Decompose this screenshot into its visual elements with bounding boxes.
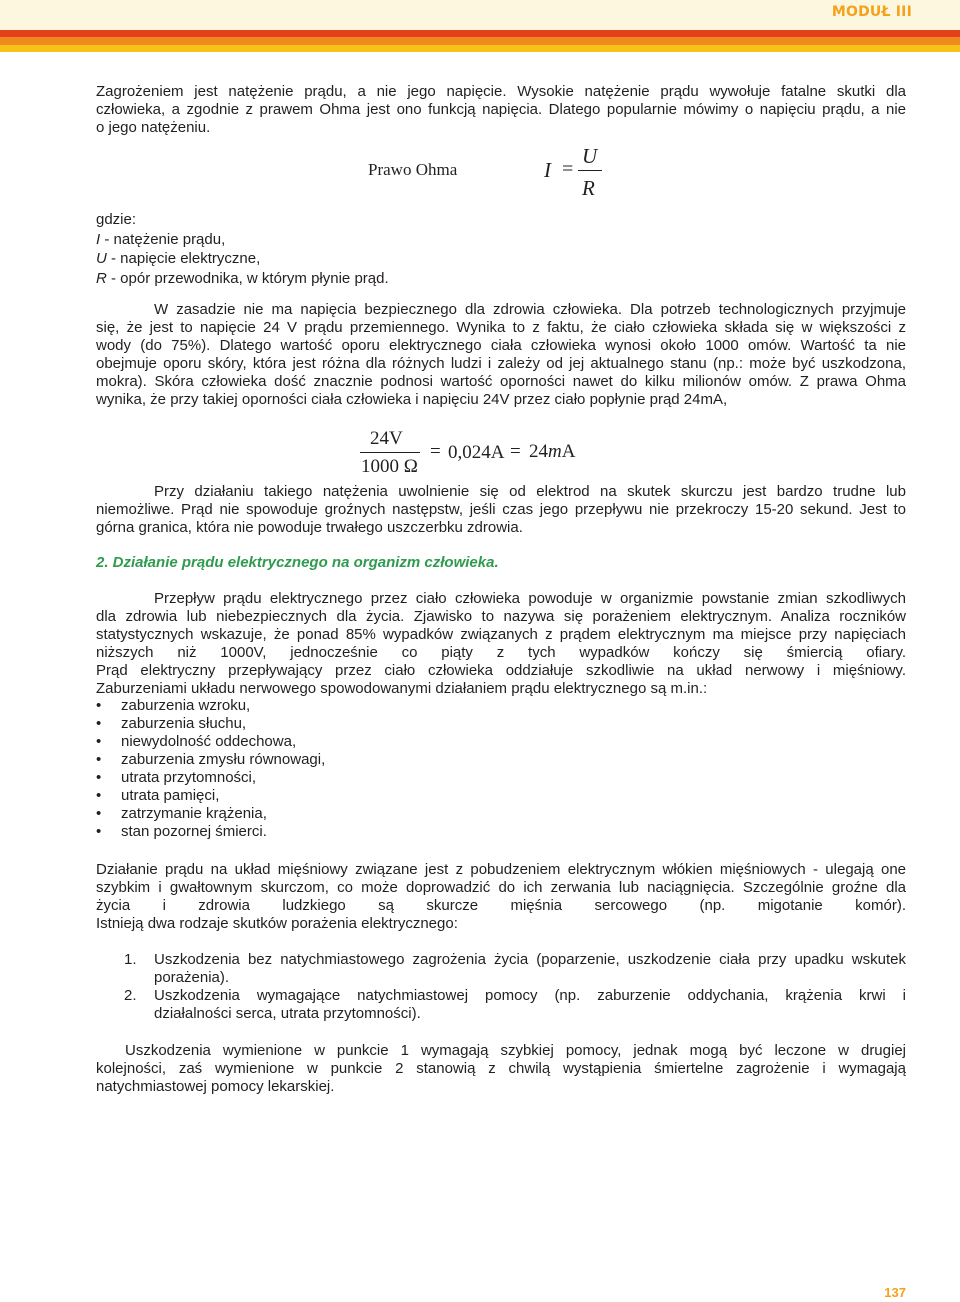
list-item: • zaburzenia zmysłu równowagi, (96, 751, 325, 769)
list-item: • zaburzenia słuchu, (96, 715, 325, 733)
page-number: 137 (884, 1285, 906, 1300)
text-line: Prąd elektryczny przepływający przez ciało człowieka oddziałuje szkodliwie na układ nerwowy i mięśniowy. (96, 662, 906, 679)
safety-paragraph (96, 301, 906, 409)
header-stripe-orange (0, 37, 960, 45)
text-line: Zaburzeniami układu nerwowego spowodowanymi działaniem prądu elektrycznego są m.in.: (96, 680, 708, 697)
legend-item (96, 249, 389, 269)
final-paragraph (96, 1042, 906, 1096)
list-item: • zatrzymanie krążenia, (96, 805, 325, 823)
legend-symbol: I (96, 230, 101, 248)
text-line: Istnieją dwa rodzaje skutków porażenia elektrycznego: (96, 915, 458, 932)
text-line: Działanie prądu na układ mięśniowy związane jest z pobudzeniem elektrycznym włókien mięśniowych - ulegają one (96, 861, 906, 878)
text-line: Uszkodzenia wymagające natychmiastowej pomocy (np. zaburzenie oddychania, krążenia krwi i (154, 987, 906, 1004)
header-stripe-red (0, 30, 960, 37)
symbol-legend (96, 210, 389, 288)
legend-symbol: U (96, 250, 107, 267)
text-line: Uszkodzenia wymienione w punkcie 1 wymagają szybkiej pomocy, jednak mogą być leczone w drugiej (125, 1042, 906, 1059)
formula-equals-sign: = (562, 158, 574, 180)
current-flow-paragraph (96, 590, 906, 698)
legend-intro: gdzie: (96, 211, 137, 228)
calc-numerator: 24V (370, 428, 403, 449)
text-line: dla zdrowia lub niebezpiecznych dla życia. Zjawisko to nazywa się porażeniem elektrycznym. Analiza roczników (96, 608, 906, 625)
text-line: mokra). Skóra człowieka dość znacznie podnosi wartość oporności nawet do kilku milionów omów. Z prawa Ohma (96, 373, 906, 390)
text-line: statystycznych wskazuje, że ponad 85% wypadków związanych z prądem elektrycznym ma miejsce przy napięciach (96, 626, 906, 643)
list-item: • zaburzenia wzroku, (96, 697, 325, 715)
text-line: Przepływ prądu elektrycznego przez ciało człowieka powoduje w organizmie powstanie zmian szkodliwych (154, 590, 906, 607)
section-heading: 2. Działanie prądu elektrycznego na organizm człowieka. (96, 554, 499, 571)
text-line: wynika, że przy takiej oporności ciała człowieka i napięciu 24V przez ciało popłynie prąd 24mA, (96, 391, 728, 408)
calc-fraction-bar (360, 452, 420, 453)
text-line: W zasadzie nie ma napięcia bezpiecznego dla zdrowia człowieka. Dla potrzeb technologicznych przyjmuje (154, 301, 906, 318)
text-line: obejmuje oporu skóry, która jest różna dla różnych ludzi i zależy od jej aktualnego stanu (np.: może być uszkodzona, (96, 355, 906, 372)
list-item: • niewydolność oddechowa, (96, 733, 325, 751)
text-line: się, że jest to napięcie 24 V prądu przemiennego. Wynika to z faktu, że ciało człowieka składa się w większości z (96, 319, 906, 336)
muscle-paragraph (96, 861, 906, 933)
calc-denominator: 1000 Ω (361, 456, 418, 477)
text-line: działalności serca, utrata przytomności). (154, 1005, 421, 1022)
header-background (0, 0, 960, 30)
calc-result-prefix: m (548, 441, 562, 462)
text-line: górna granica, która nie powoduje trwałego uszczerbku zdrowia. (96, 519, 523, 536)
legend-text: - natężenie prądu, (100, 230, 226, 248)
list-item: • stan pozornej śmierci. (96, 823, 325, 841)
legend-text: - napięcie elektryczne, (106, 250, 261, 267)
text-line: natychmiastowej pomocy lekarskiej. (96, 1078, 335, 1095)
legend-text: - opór przewodnika, w którym płynie prąd. (106, 269, 389, 287)
calc-result-value: 24 (529, 441, 548, 462)
calc-result-milliamperes (529, 441, 575, 463)
formula-fraction-bar (578, 170, 602, 171)
text-line: wody (do 75%). Dlatego wartość oporu elektrycznego ciała człowieka wynosi około 1000 omów. Wartość ta nie (96, 337, 906, 354)
intro-paragraph (96, 83, 906, 137)
ohm-law-label: Prawo Ohma (368, 160, 458, 179)
formula-current-symbol: I (544, 158, 551, 182)
text-line: porażenia). (154, 969, 230, 986)
text-line: o jego natężeniu. (96, 119, 211, 136)
calc-result-unit: A (561, 441, 576, 462)
legend-item (96, 269, 389, 289)
calc-equals-sign: = (430, 441, 441, 462)
release-paragraph (96, 483, 906, 537)
legend-item (96, 230, 389, 250)
legend-symbol: R (96, 269, 107, 287)
list-item: • utrata pamięci, (96, 787, 325, 805)
numbered-item (96, 951, 906, 987)
item-number: 1. (124, 951, 137, 968)
formula-numerator: U (582, 144, 598, 168)
text-line: Przy działaniu takiego natężenia uwolnienie się od elektrod na skutek skurczu jest bardzo trudne lub (154, 483, 906, 500)
module-label: MODUŁ III (831, 4, 912, 20)
numbered-item (96, 987, 906, 1023)
text-line: kolejności, zaś wymienione w punkcie 2 stanowią z chwilą wystąpienia śmiertelne zagrożenie i wymagają (96, 1060, 906, 1077)
header-stripe-yellow (0, 45, 960, 52)
text-line: Zagrożeniem jest natężenie prądu, a nie jego napięcie. Wysokie natężenie prądu wywołuje fatalne skutki dla (96, 83, 906, 100)
text-line: szybkim i gwałtownym skurczom, co może doprowadzić do ich zerwania lub naciągnięcia. Szczególnie groźne dla (96, 879, 906, 896)
calc-equals-sign: = (510, 441, 521, 462)
text-line: niemożliwe. Prąd nie spowoduje groźnych następstw, jeśli czas jego przepływu nie przekroczy 15-20 sekund. Jest to (96, 501, 906, 518)
text-line: Uszkodzenia bez natychmiastowego zagrożenia życia (poparzenie, uszkodzenie ciała przy upadku wskutek (154, 951, 906, 968)
calc-result-amperes: 0,024A (448, 442, 505, 463)
text-line: niższych niż 1000V, jednocześnie co piąty z tych wypadków kończy się śmiercią ofiary. (96, 644, 906, 661)
effects-list (96, 951, 906, 1023)
text-line: człowieka, a zgodnie z prawem Ohma jest ono funkcją napięcia. Dlatego popularnie mówimy o napięciu prądu, a nie (96, 101, 906, 118)
disorders-list (96, 697, 325, 841)
text-line: życia i zdrowia ludzkiego są skurcze mięśnia sercowego (np. migotanie komór). (96, 897, 906, 914)
list-item: • utrata przytomności, (96, 769, 325, 787)
formula-denominator: R (582, 176, 595, 200)
item-number: 2. (124, 987, 137, 1004)
